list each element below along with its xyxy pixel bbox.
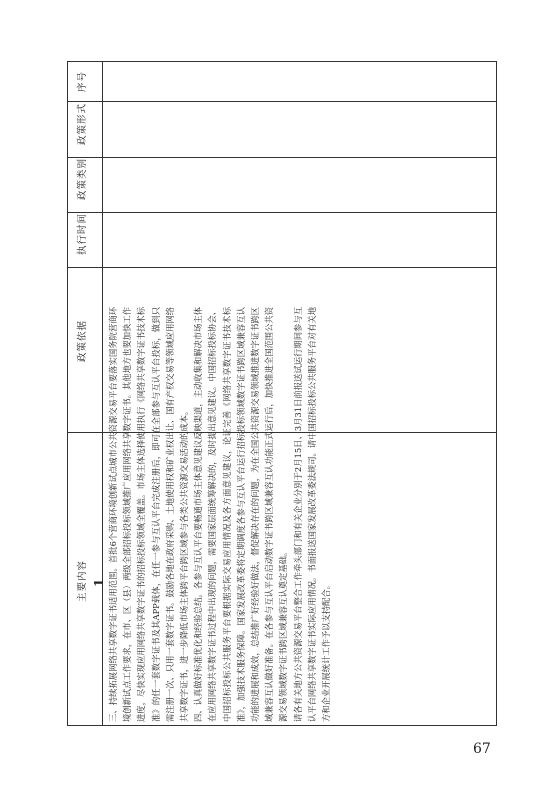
content-paragraph: 三、持续拓展网络共享数字证书适用范围。首批6个营商环境创新试点城市公共资源交易平台要落实国务院营商环境创新试点工作要求，在市、区（县）两级全部招标投标领域推广应用网络共享数字证书。其他地方也要加快工作进度，尽快实现应用网络共享数字证书的招标投标领域全覆盖。市场主体选择使用执行《网络共享数字证书技术标准》的任一套数字证书及其APP载体，在任一参与互认平台完成注册后，即可在全部参与互认平台投标，做到只需注册一次、只用一套数字证书。鼓励各地在政府采购、土地使用权和矿业权出让、国有产权交易等领域应用网络共享数字证书，进一步降低市场主体跨平台跨区域参与各类公共资源交易活动的成本。 (108, 307, 190, 722)
content-paragraph: 请各有关地方公共资源交易平台整合工作牵头部门和有关企业分别于2月15日、3月31日前报送试运行期间参与互认平台网络共享数字证书实际应用情况。书面报送国家发展改革委法规司。请中国招标投标公共服务平台对有关地方和企业开展统计工作予以支持配合。 (292, 307, 332, 722)
row-content (106, 307, 333, 722)
header-seq: 序号 (77, 70, 88, 92)
header-time: 执行时间 (77, 212, 88, 255)
header-content: 主要内容 (77, 559, 88, 602)
rule-form-category (68, 157, 496, 158)
policy-table (67, 61, 497, 726)
rule-header-divider (68, 101, 496, 102)
rule-time-basis (68, 267, 496, 268)
rule-seq-column (102, 62, 103, 725)
header-form: 政策形式 (77, 102, 88, 145)
row-seq: 1 (92, 578, 106, 587)
header-category: 政策类别 (77, 157, 88, 200)
rule-category-time (68, 212, 496, 213)
header-basis: 政策依据 (77, 319, 88, 362)
content-paragraph: 四、认真做好标准优化和经验总结。各参与互认平台要畅通市场主体意见建议反映渠道，主动收集和解决市场主体在应用网络共享数字证书过程中出现的问题，需要国家层面统筹解决的，及时提出意见建议。中国招标投标协会、中国招标投标公共服务平台要根据实际交易应用情况及各方面意见建议，论证完善《网络共享数字证书技术标准》，加强技术服务保障。国家发展改革委将定期调度各参与互认平台运行招标投标领域数字证书跨区域兼容互认功能的进展和成效，总结推广好经验好做法，督促解决存在的问题，为在全国公共资源交易领域推进数字证书跨区域兼容互认做好准备。在各参与互认平台启动数字证书跨区域兼容互认功能正式运行后，加快推进全国范围公共资源交易领域数字证书跨区域兼容互认奠定基础。 (193, 307, 289, 722)
page-number: 67 (473, 741, 491, 757)
